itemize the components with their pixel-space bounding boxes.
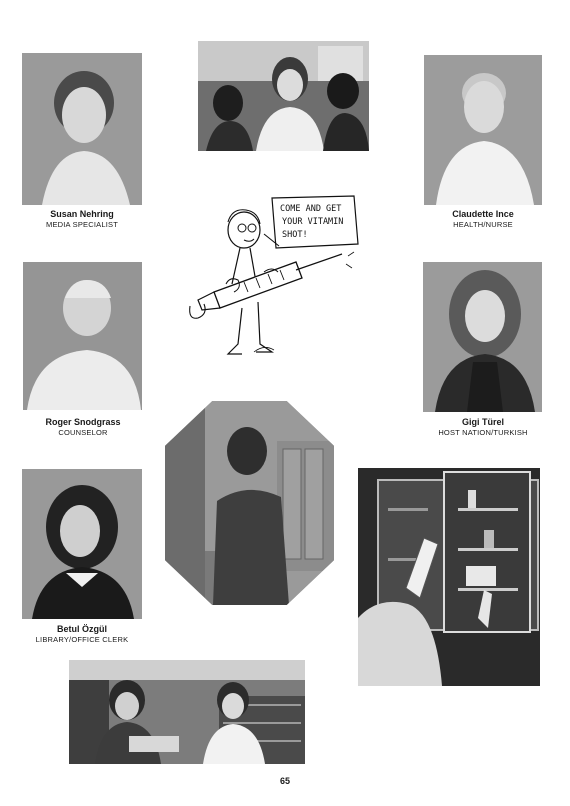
staff-name: Betul Özgül [57,624,107,634]
portrait-betul-ozgul [22,469,142,619]
photo-library-staff [69,660,305,764]
bubble-line-3: SHOT! [282,230,308,240]
staff-role: HEALTH/NURSE [453,220,513,229]
cartoon-vitamin-shot [184,194,368,364]
staff-name: Claudette Ince [452,209,514,219]
photo-staff-in-hallway [165,401,334,605]
staff-role: LIBRARY/OFFICE CLERK [35,635,129,644]
caption-claudette-ince [420,209,546,230]
caption-gigi-turel [418,417,548,438]
portrait-susan-nehring [22,53,142,205]
caption-roger-snodgrass [20,417,146,438]
page-number: 65 [279,776,290,786]
portrait-roger-snodgrass [23,262,142,410]
photo-nurse-medicine-cabinet [358,468,540,686]
photo-nurse-with-children [198,41,369,151]
caption-susan-nehring [22,209,142,230]
bubble-line-2: YOUR VITAMIN [282,217,344,227]
bubble-line-1: COME AND GET [280,204,342,214]
staff-name: Gigi Türel [461,417,504,427]
staff-name: Roger Snodgrass [45,417,121,427]
staff-role: MEDIA SPECIALIST [46,220,118,229]
staff-role: HOST NATION/TURKISH [438,428,528,437]
portrait-claudette-ince [424,55,542,205]
staff-name: Susan Nehring [50,209,114,219]
caption-betul-ozgul [18,624,146,645]
portrait-gigi-turel [423,262,542,412]
staff-role: COUNSELOR [58,428,108,437]
